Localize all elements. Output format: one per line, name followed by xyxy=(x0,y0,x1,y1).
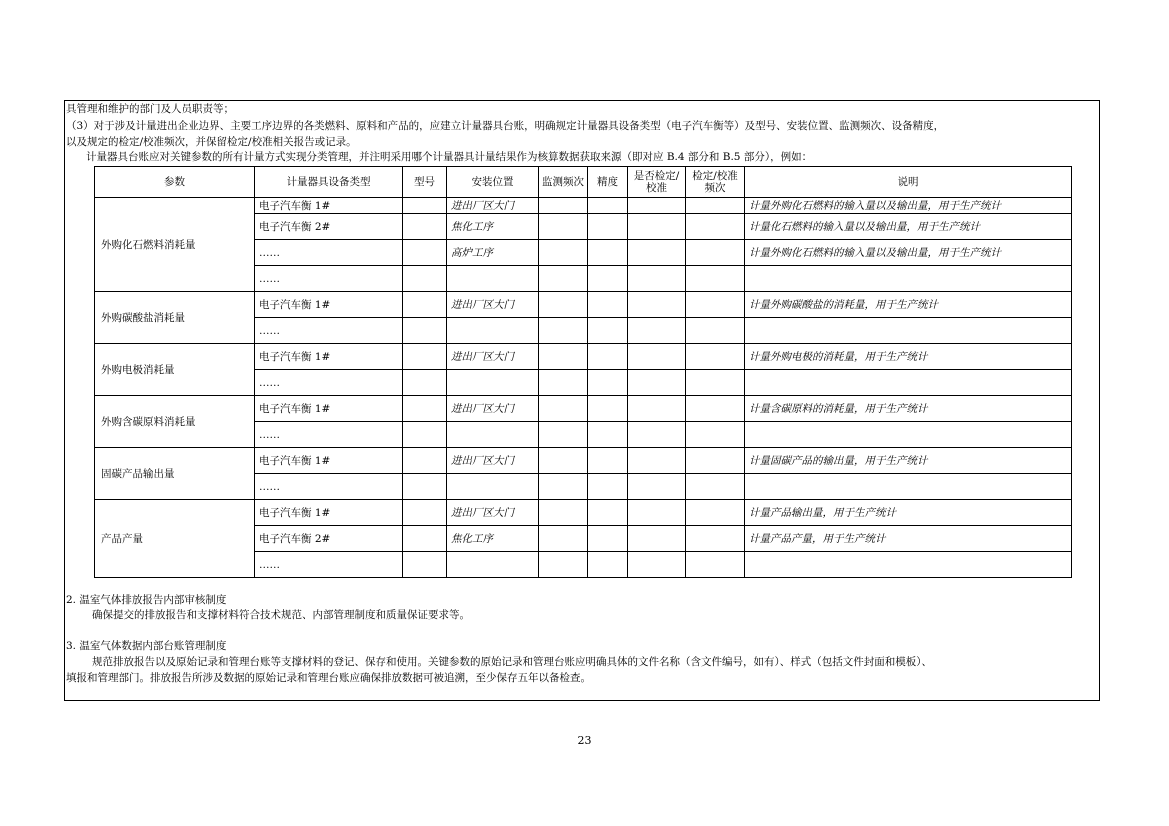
accuracy-cell xyxy=(588,266,628,292)
header-device-type: 计量器具设备类型 xyxy=(255,167,403,198)
param-cell: 外购含碳原料消耗量 xyxy=(95,396,255,448)
model-cell xyxy=(403,198,447,214)
verified-cell xyxy=(628,292,686,318)
accuracy-cell xyxy=(588,198,628,214)
param-cell: 产品产量 xyxy=(95,500,255,578)
location-cell: 进出厂区大门 xyxy=(447,344,539,370)
device-cell: …… xyxy=(255,370,403,396)
page-number: 23 xyxy=(577,734,592,747)
monitor-cell xyxy=(539,214,588,240)
param-cell: 外购碳酸盐消耗量 xyxy=(95,292,255,344)
monitor-cell xyxy=(539,370,588,396)
accuracy-cell xyxy=(588,292,628,318)
note-cell: 计量外购化石燃料的输入量以及输出量，用于生产统计 xyxy=(745,198,1072,214)
note-cell xyxy=(745,318,1072,344)
section-3-title: 3. 温室气体数据内部台账管理制度 xyxy=(66,640,227,652)
device-cell: 电子汽车衡 2# xyxy=(255,526,403,552)
device-cell: …… xyxy=(255,240,403,266)
note-cell: 计量化石燃料的输入量以及输出量，用于生产统计 xyxy=(745,214,1072,240)
calibration-cell xyxy=(686,214,745,240)
param-cell: 外购电极消耗量 xyxy=(95,344,255,396)
model-cell xyxy=(403,292,447,318)
monitor-cell xyxy=(539,292,588,318)
location-cell: 进出厂区大门 xyxy=(447,448,539,474)
header-calibration-frequency: 检定/校准频次 xyxy=(686,167,745,198)
calibration-cell xyxy=(686,240,745,266)
monitor-cell xyxy=(539,474,588,500)
location-cell xyxy=(447,422,539,448)
monitor-cell xyxy=(539,448,588,474)
section-3-body-line-2: 填报和管理部门。排放报告所涉及数据的原始记录和管理台账应确保排放数据可被追溯，至少保存五年以备检查。 xyxy=(66,672,591,684)
intro-line-1: 具管理和维护的部门及人员职责等； xyxy=(66,103,234,115)
accuracy-cell xyxy=(588,448,628,474)
accuracy-cell xyxy=(588,552,628,578)
note-cell xyxy=(745,370,1072,396)
accuracy-cell xyxy=(588,396,628,422)
monitor-cell xyxy=(539,422,588,448)
accuracy-cell xyxy=(588,526,628,552)
verified-cell xyxy=(628,370,686,396)
device-cell: 电子汽车衡 1# xyxy=(255,396,403,422)
monitor-cell xyxy=(539,318,588,344)
location-cell: 进出厂区大门 xyxy=(447,292,539,318)
location-cell: 进出厂区大门 xyxy=(447,500,539,526)
location-cell xyxy=(447,370,539,396)
monitor-cell xyxy=(539,500,588,526)
table-row xyxy=(95,292,1072,318)
header-model: 型号 xyxy=(403,167,447,198)
model-cell xyxy=(403,552,447,578)
verified-cell xyxy=(628,344,686,370)
verified-cell xyxy=(628,526,686,552)
note-cell: 计量产品产量，用于生产统计 xyxy=(745,526,1072,552)
table-header-row xyxy=(95,167,1072,198)
model-cell xyxy=(403,526,447,552)
verified-cell xyxy=(628,198,686,214)
table-row xyxy=(95,396,1072,422)
header-verified: 是否检定/校准 xyxy=(628,167,686,198)
param-cell: 固碳产品输出量 xyxy=(95,448,255,500)
model-cell xyxy=(403,396,447,422)
device-cell: …… xyxy=(255,266,403,292)
section-3-body-line-1: 规范排放报告以及原始记录和管理台账等支撑材料的登记、保存和使用。关键参数的原始记录和管理台账应明确具体的文件名称（含文件编号，如有）、样式（包括文件封面和模板）、 xyxy=(92,656,932,668)
verified-cell xyxy=(628,266,686,292)
device-cell: 电子汽车衡 1# xyxy=(255,500,403,526)
accuracy-cell xyxy=(588,318,628,344)
model-cell xyxy=(403,370,447,396)
device-cell: …… xyxy=(255,318,403,344)
calibration-cell xyxy=(686,266,745,292)
accuracy-cell xyxy=(588,240,628,266)
section-2-title: 2. 温室气体排放报告内部审核制度 xyxy=(66,594,227,606)
header-location: 安装位置 xyxy=(447,167,539,198)
device-cell: …… xyxy=(255,552,403,578)
calibration-cell xyxy=(686,526,745,552)
calibration-cell xyxy=(686,474,745,500)
model-cell xyxy=(403,318,447,344)
device-cell: …… xyxy=(255,422,403,448)
location-cell xyxy=(447,552,539,578)
location-cell: 进出厂区大门 xyxy=(447,198,539,214)
model-cell xyxy=(403,344,447,370)
device-cell: …… xyxy=(255,474,403,500)
note-cell: 计量固碳产品的输出量，用于生产统计 xyxy=(745,448,1072,474)
accuracy-cell xyxy=(588,422,628,448)
accuracy-cell xyxy=(588,500,628,526)
model-cell xyxy=(403,240,447,266)
verified-cell xyxy=(628,240,686,266)
note-cell: 计量含碳原料的消耗量，用于生产统计 xyxy=(745,396,1072,422)
header-param: 参数 xyxy=(95,167,255,198)
device-cell: 电子汽车衡 1# xyxy=(255,344,403,370)
model-cell xyxy=(403,266,447,292)
calibration-cell xyxy=(686,422,745,448)
table-row xyxy=(95,448,1072,474)
calibration-cell xyxy=(686,198,745,214)
intro-line-2: （3）对于涉及计量进出企业边界、主要工序边界的各类燃料、原料和产品的，应建立计量器具台账，明确规定计量器具设备类型（电子汽车衡等）及型号、安装位置、监测频次、设备精度， xyxy=(66,120,945,132)
note-cell: 计量外购碳酸盐的消耗量，用于生产统计 xyxy=(745,292,1072,318)
calibration-cell xyxy=(686,552,745,578)
accuracy-cell xyxy=(588,344,628,370)
monitor-cell xyxy=(539,266,588,292)
header-note: 说明 xyxy=(745,167,1072,198)
verified-cell xyxy=(628,318,686,344)
location-cell xyxy=(447,474,539,500)
note-cell xyxy=(745,266,1072,292)
location-cell: 进出厂区大门 xyxy=(447,396,539,422)
note-cell: 计量外购电极的消耗量，用于生产统计 xyxy=(745,344,1072,370)
intro-line-3: 以及规定的检定/校准频次，并保留检定/校准相关报告或记录。 xyxy=(66,136,357,148)
device-cell: 电子汽车衡 1# xyxy=(255,198,403,214)
note-cell: 计量外购化石燃料的输入量以及输出量，用于生产统计 xyxy=(745,240,1072,266)
section-2-body: 确保提交的排放报告和支撑材料符合技术规范、内部管理制度和质量保证要求等。 xyxy=(92,609,470,621)
note-cell: 计量产品输出量，用于生产统计 xyxy=(745,500,1072,526)
location-cell xyxy=(447,266,539,292)
model-cell xyxy=(403,474,447,500)
device-cell: 电子汽车衡 1# xyxy=(255,292,403,318)
monitor-cell xyxy=(539,344,588,370)
monitor-cell xyxy=(539,526,588,552)
table-row xyxy=(95,198,1072,214)
table-row xyxy=(95,344,1072,370)
header-monitor-frequency: 监测频次 xyxy=(539,167,588,198)
location-cell: 焦化工序 xyxy=(447,526,539,552)
verified-cell xyxy=(628,552,686,578)
calibration-cell xyxy=(686,448,745,474)
table-row xyxy=(95,500,1072,526)
model-cell xyxy=(403,500,447,526)
model-cell xyxy=(403,214,447,240)
verified-cell xyxy=(628,448,686,474)
calibration-cell xyxy=(686,318,745,344)
calibration-cell xyxy=(686,292,745,318)
location-cell: 高炉工序 xyxy=(447,240,539,266)
monitor-cell xyxy=(539,396,588,422)
verified-cell xyxy=(628,214,686,240)
param-cell: 外购化石燃料消耗量 xyxy=(95,198,255,292)
device-cell: 电子汽车衡 1# xyxy=(255,448,403,474)
calibration-cell xyxy=(686,396,745,422)
calibration-cell xyxy=(686,500,745,526)
verified-cell xyxy=(628,422,686,448)
accuracy-cell xyxy=(588,474,628,500)
meter-ledger-table xyxy=(94,166,1072,578)
calibration-cell xyxy=(686,344,745,370)
monitor-cell xyxy=(539,552,588,578)
header-accuracy: 精度 xyxy=(588,167,628,198)
accuracy-cell xyxy=(588,214,628,240)
note-cell xyxy=(745,552,1072,578)
model-cell xyxy=(403,422,447,448)
device-cell: 电子汽车衡 2# xyxy=(255,214,403,240)
accuracy-cell xyxy=(588,370,628,396)
location-cell: 焦化工序 xyxy=(447,214,539,240)
note-cell xyxy=(745,474,1072,500)
model-cell xyxy=(403,448,447,474)
intro-line-4: 计量器具台账应对关键参数的所有计量方式实现分类管理，并注明采用哪个计量器具计量结果作为核算数据获取来源（即对应 B.4 部分和 B.5 部分），例如： xyxy=(86,151,813,163)
calibration-cell xyxy=(686,370,745,396)
monitor-cell xyxy=(539,240,588,266)
verified-cell xyxy=(628,474,686,500)
verified-cell xyxy=(628,500,686,526)
verified-cell xyxy=(628,396,686,422)
location-cell xyxy=(447,318,539,344)
note-cell xyxy=(745,422,1072,448)
monitor-cell xyxy=(539,198,588,214)
